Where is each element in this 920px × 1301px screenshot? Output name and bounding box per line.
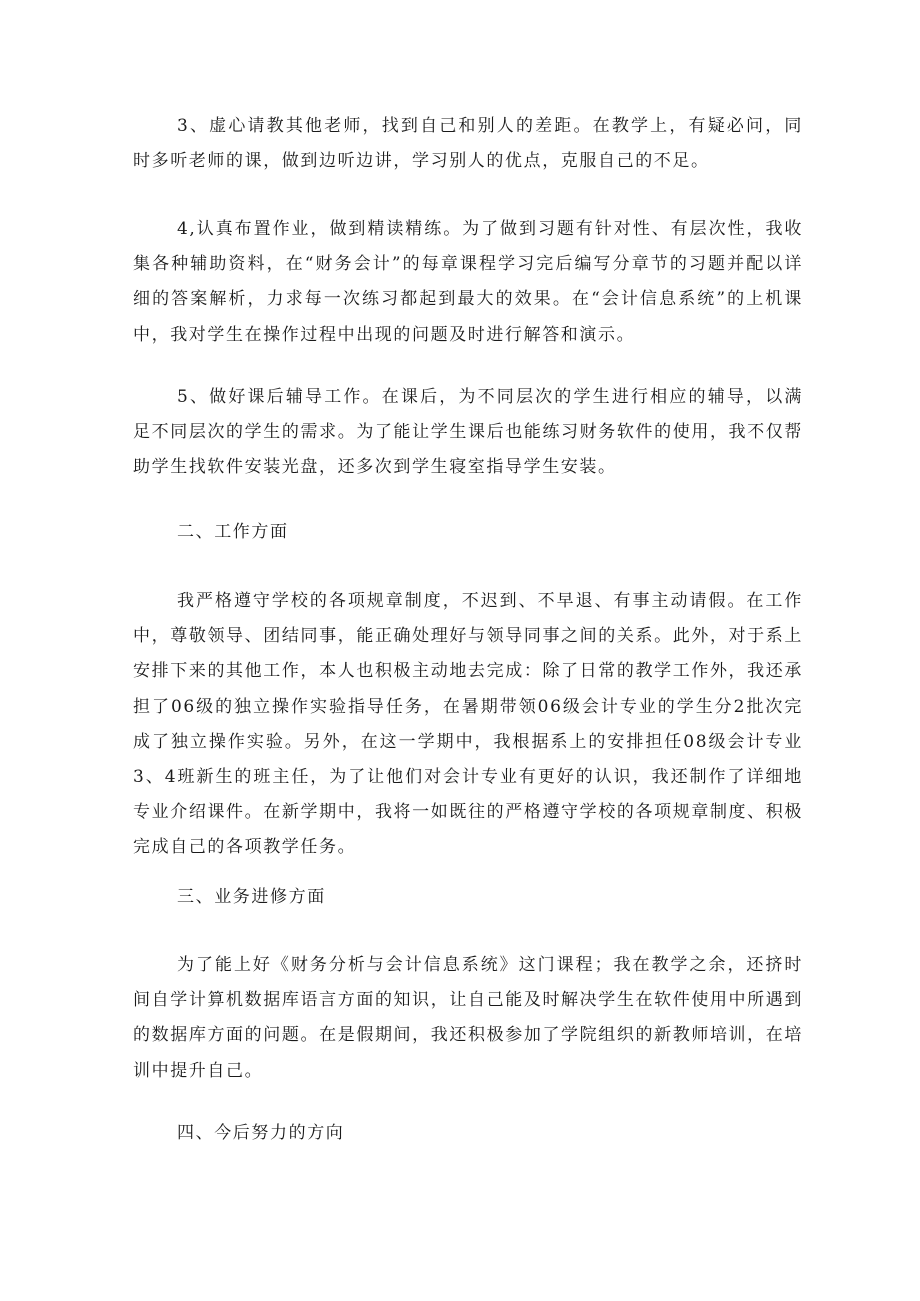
paragraph-point-3: 3、虚心请教其他老师，找到自己和别人的差距。在教学上，有疑必问，同时多听老师的课，做到边听边讲，学习别人的优点，克服自己的不足。 [133, 116, 803, 172]
section-heading-future-direction: 四、今后努力的方向 [177, 1123, 345, 1143]
section-heading-professional-study: 三、业务进修方面 [177, 887, 326, 907]
paragraph-professional-study: 为了能上好《财务分析与会计信息系统》这门课程；我在教学之余，还挤时间自学计算机数据库语言方面的知识，让自己能及时解决学生在软件使用中所遇到的数据库方面的问题。在是假期间，我还积极参加了学院组织的新教师培训，在培训中提升自己。 [133, 955, 803, 1081]
paragraph-point-5: 5、做好课后辅导工作。在课后，为不同层次的学生进行相应的辅导，以满足不同层次的学生的需求。为了能让学生课后也能练习财务软件的使用，我不仅帮助学生找软件安装光盘，还多次到学生寝室指导学生安装。 [133, 387, 803, 478]
paragraph-point-4: 4,认真布置作业，做到精读精练。为了做到习题有针对性、有层次性，我收集各种辅助资料，在“财务会计”的每章课程学习完后编写分章节的习题并配以详细的答案解析，力求每一次练习都起到最大的效果。在“会计信息系统”的上机课中，我对学生在操作过程中出现的问题及时进行解答和演示。 [133, 219, 803, 345]
section-heading-work: 二、工作方面 [177, 522, 289, 542]
paragraph-work: 我严格遵守学校的各项规章制度，不迟到、不早退、有事主动请假。在工作中，尊敬领导、团结同事，能正确处理好与领导同事之间的关系。此外，对于系上安排下来的其他工作，本人也积极主动地去完成：除了日常的教学工作外，我还承担了06级的独立操作实验指导任务，在暑期带领06级会计专业的学生分2批次完成了独立操作实验。另外，在这一学期中，我根据系上的安排担任08级会计专业3、4班新生的班主任，为了让他们对会计专业有更好的认识，我还制作了详细地专业介绍课件。在新学期中，我将一如既往的严格遵守学校的各项规章制度、积极完成自己的各项教学任务。 [133, 591, 803, 858]
